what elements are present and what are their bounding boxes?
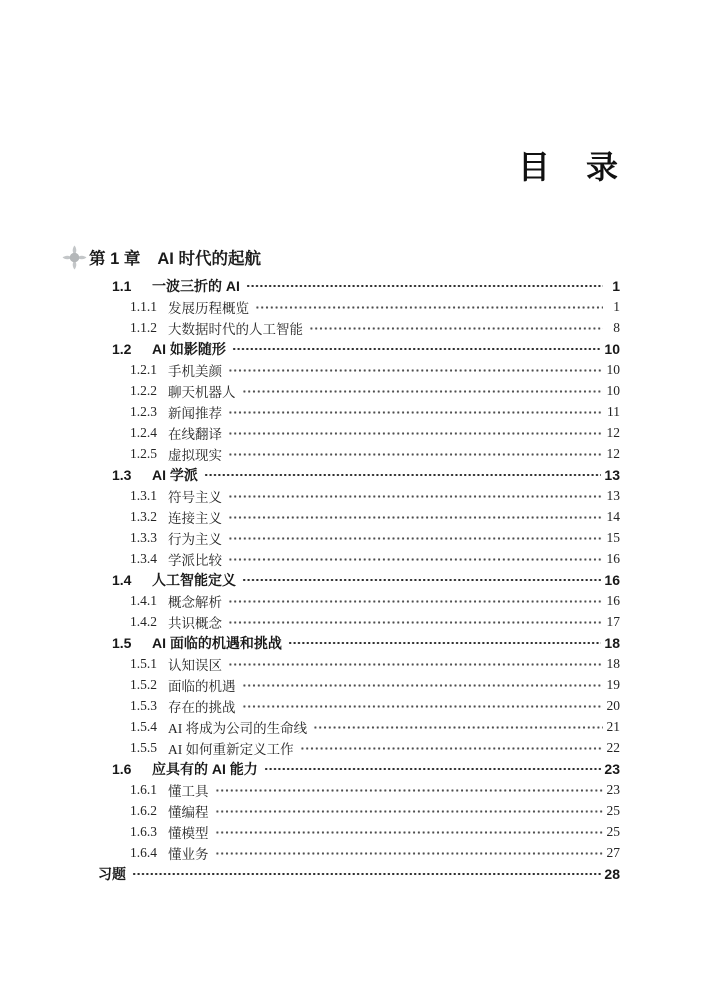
dot-leader xyxy=(228,443,603,464)
toc-entry-page: 16 xyxy=(604,571,620,588)
toc-entry-page: 22 xyxy=(606,739,620,755)
toc-entry-title: 发展历程概览 xyxy=(168,300,249,316)
toc-entry-title: 手机美颜 xyxy=(168,363,222,379)
toc-entry-number: 1.3 xyxy=(112,466,132,483)
toc-entry xyxy=(62,674,620,695)
toc-entry-number: 1.2.3 xyxy=(130,403,157,419)
dot-leader xyxy=(215,842,604,863)
dot-leader xyxy=(228,359,603,380)
toc-entry-title: 大数据时代的人工智能 xyxy=(168,321,303,337)
toc-entry-title: 人工智能定义 xyxy=(152,571,236,588)
dot-leader xyxy=(228,422,603,443)
dot-leader xyxy=(228,611,603,632)
toc-entry xyxy=(62,632,620,653)
toc-entry-number: 1.1 xyxy=(112,277,132,294)
toc-entry-number: 1.5.1 xyxy=(130,655,157,671)
toc-entry-title: 懂工具 xyxy=(168,783,209,799)
toc-entry-title: 懂编程 xyxy=(168,804,209,820)
toc-entry-title: 习题 xyxy=(98,865,126,882)
toc-entry-number: 1.2.5 xyxy=(130,445,157,461)
toc-entry-title: AI 如何重新定义工作 xyxy=(168,741,294,757)
toc-entry-number: 1.5.3 xyxy=(130,697,157,713)
dot-leader xyxy=(228,485,603,506)
toc-entry-number: 1.2.1 xyxy=(130,361,157,377)
toc-entry-title: 应具有的 AI 能力 xyxy=(152,760,258,777)
chapter-title: AI 时代的起航 xyxy=(157,250,261,269)
toc-entry-page: 20 xyxy=(606,697,620,713)
toc-entry-number: 1.6.2 xyxy=(130,802,157,818)
dot-leader xyxy=(288,632,602,653)
page-title: 目 录 xyxy=(517,149,620,185)
toc-entry xyxy=(62,506,620,527)
toc-entry xyxy=(62,716,620,737)
toc-entry-number: 1.6.4 xyxy=(130,844,157,860)
dot-leader xyxy=(204,464,602,485)
dot-leader xyxy=(255,296,603,317)
toc-entry-page: 10 xyxy=(606,382,620,398)
toc-entry-page: 13 xyxy=(606,487,620,503)
toc-entry-title: 行为主义 xyxy=(168,531,222,547)
toc-entry-number: 1.2 xyxy=(112,340,132,357)
dot-leader xyxy=(300,737,603,758)
toc-entry-title: AI 面临的机遇和挑战 xyxy=(152,634,282,651)
toc-entry-page: 11 xyxy=(607,403,620,419)
dot-leader xyxy=(309,317,603,338)
toc-entry-page: 16 xyxy=(606,592,620,608)
dot-leader xyxy=(242,674,604,695)
toc-content xyxy=(62,148,620,884)
dot-leader xyxy=(228,548,603,569)
toc-entry-number: 1.2.2 xyxy=(130,382,157,398)
dot-leader xyxy=(242,695,604,716)
chapter-number: 第 1 章 xyxy=(89,250,141,269)
toc-entry-number: 1.1.2 xyxy=(130,319,157,335)
toc-entry xyxy=(62,527,620,548)
toc-entry-title: 聊天机器人 xyxy=(168,384,236,400)
toc-entry xyxy=(62,359,620,380)
toc-entry xyxy=(62,611,620,632)
toc-entry-number: 1.6.3 xyxy=(130,823,157,839)
toc-entry-title: 虚拟现实 xyxy=(168,447,222,463)
toc-entry-title: 面临的机遇 xyxy=(168,678,236,694)
toc-entry-number: 1.5.5 xyxy=(130,739,157,755)
toc-entry xyxy=(62,380,620,401)
toc-entry xyxy=(62,338,620,359)
dot-leader xyxy=(246,275,603,296)
toc-entry-number: 1.4.2 xyxy=(130,613,157,629)
dot-leader xyxy=(264,758,602,779)
toc-entry-number: 1.3.1 xyxy=(130,487,157,503)
toc-entry-page: 18 xyxy=(604,634,620,651)
toc-entry-title: 学派比较 xyxy=(168,552,222,568)
toc-entry-title: 懂业务 xyxy=(168,846,209,862)
toc-entry-number: 1.4.1 xyxy=(130,592,157,608)
toc-entry-title: 存在的挑战 xyxy=(168,699,236,715)
dot-leader xyxy=(313,716,603,737)
toc-entry-page: 8 xyxy=(613,319,620,335)
toc-entry-page: 10 xyxy=(604,340,620,357)
dot-leader xyxy=(228,506,603,527)
toc-list xyxy=(62,275,620,884)
toc-entry-title: AI 学派 xyxy=(152,466,198,483)
toc-entry-number: 1.1.1 xyxy=(130,298,157,314)
dot-leader xyxy=(242,380,604,401)
toc-entry-title: 符号主义 xyxy=(168,489,222,505)
toc-entry-page: 18 xyxy=(606,655,620,671)
toc-entry-title: AI 如影随形 xyxy=(152,340,226,357)
toc-entry-number: 1.5.4 xyxy=(130,718,157,734)
toc-entry xyxy=(62,779,620,800)
toc-entry xyxy=(62,758,620,779)
toc-entry xyxy=(62,317,620,338)
toc-entry-page: 1 xyxy=(613,298,620,314)
toc-entry-page: 19 xyxy=(606,676,620,692)
toc-entry-page: 13 xyxy=(604,466,620,483)
dot-leader xyxy=(242,569,601,590)
toc-entry-page: 27 xyxy=(606,844,620,860)
toc-entry-title: 认知误区 xyxy=(168,657,222,673)
toc-entry-page: 23 xyxy=(604,760,620,777)
toc-entry-page: 25 xyxy=(606,823,620,839)
toc-entry-number: 1.3.4 xyxy=(130,550,157,566)
toc-entry xyxy=(62,275,620,296)
chapter-heading xyxy=(62,244,620,270)
toc-entry xyxy=(62,590,620,611)
toc-entry-page: 21 xyxy=(606,718,620,734)
dot-leader xyxy=(132,863,601,884)
toc-entry xyxy=(62,443,620,464)
toc-entry-number: 1.3.2 xyxy=(130,508,157,524)
toc-entry xyxy=(62,695,620,716)
dot-leader xyxy=(228,653,603,674)
toc-entry-page: 15 xyxy=(606,529,620,545)
toc-entry-title: 概念解析 xyxy=(168,594,222,610)
toc-entry xyxy=(62,737,620,758)
toc-entry xyxy=(62,422,620,443)
toc-entry-title: 连接主义 xyxy=(168,510,222,526)
dot-leader xyxy=(215,800,604,821)
toc-entry-page: 10 xyxy=(606,361,620,377)
toc-entry-number: 1.4 xyxy=(112,571,132,588)
toc-entry-title: 一波三折的 AI xyxy=(152,277,240,294)
toc-entry-title: AI 将成为公司的生命线 xyxy=(168,720,308,736)
dot-leader xyxy=(228,401,603,422)
toc-entry xyxy=(62,401,620,422)
dot-leader xyxy=(228,527,603,548)
toc-entry-page: 14 xyxy=(606,508,620,524)
toc-entry-page: 23 xyxy=(606,781,620,797)
toc-entry-number: 1.5 xyxy=(112,634,132,651)
toc-entry-number: 1.5.2 xyxy=(130,676,157,692)
toc-entry-title: 懂模型 xyxy=(168,825,209,841)
dot-leader xyxy=(215,821,604,842)
toc-entry-title: 共识概念 xyxy=(168,615,222,631)
toc-entry xyxy=(62,464,620,485)
toc-entry xyxy=(62,821,620,842)
toc-entry-number: 1.6.1 xyxy=(130,781,157,797)
toc-entry-page: 16 xyxy=(606,550,620,566)
toc-entry xyxy=(62,296,620,317)
dot-leader xyxy=(215,779,604,800)
toc-entry xyxy=(62,800,620,821)
toc-entry-page: 28 xyxy=(604,865,620,882)
toc-entry-title: 在线翻译 xyxy=(168,426,222,442)
compass-flower-icon xyxy=(62,245,87,270)
toc-entry xyxy=(62,485,620,506)
toc-entry xyxy=(62,548,620,569)
toc-entry-number: 1.3.3 xyxy=(130,529,157,545)
dot-leader xyxy=(232,338,602,359)
toc-entry xyxy=(62,569,620,590)
toc-entry-page: 1 xyxy=(612,277,620,294)
toc-entry-title: 新闻推荐 xyxy=(168,405,222,421)
toc-entry xyxy=(62,842,620,863)
toc-entry-page: 12 xyxy=(606,445,620,461)
toc-entry-number: 1.2.4 xyxy=(130,424,157,440)
toc-entry-number: 1.6 xyxy=(112,760,132,777)
toc-entry xyxy=(62,653,620,674)
toc-entry-page: 17 xyxy=(606,613,620,629)
toc-entry-page: 25 xyxy=(606,802,620,818)
dot-leader xyxy=(228,590,603,611)
toc-entry xyxy=(62,863,620,884)
toc-entry-page: 12 xyxy=(606,424,620,440)
